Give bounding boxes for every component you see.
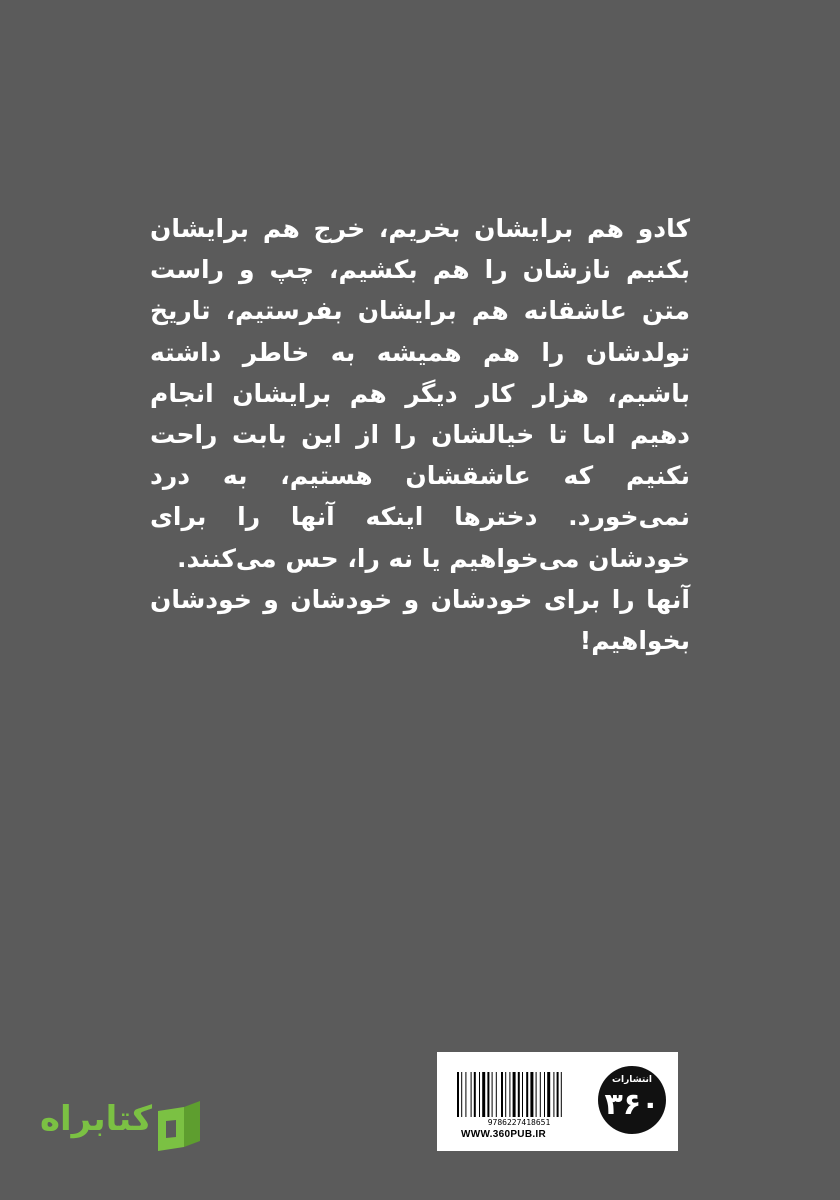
barcode-bar [518, 1072, 520, 1117]
barcode-icon [455, 1072, 583, 1117]
barcode-bar [557, 1072, 559, 1117]
barcode-bar [461, 1072, 462, 1117]
barcode-bar [457, 1072, 459, 1117]
barcode-bar [513, 1072, 516, 1117]
barcode-bar [522, 1072, 523, 1117]
barcode-bar [505, 1072, 506, 1117]
barcode-bar [536, 1072, 537, 1117]
barcode-bar [496, 1072, 497, 1117]
isbn-number: 9786227418651 [487, 1118, 551, 1127]
blurb-paragraph-2: آنها را برای خودشان و خودشان و خودشان بخواهیم! [150, 584, 690, 656]
publisher-website: WWW.360PUB.IR [461, 1129, 547, 1140]
barcode-bar [471, 1072, 472, 1117]
barcode-bar [547, 1072, 550, 1117]
publisher-logo [595, 1058, 669, 1142]
back-cover-blurb [150, 208, 690, 661]
barcode-bar [465, 1072, 466, 1117]
publisher-logo-label: انتشارات [612, 1075, 652, 1085]
ketabrah-logo-text: کتابراه [39, 1099, 152, 1139]
barcode-bar [487, 1072, 489, 1117]
barcode-box [437, 1052, 678, 1151]
barcode-bar [544, 1072, 545, 1117]
barcode-bar [479, 1072, 480, 1117]
barcode-bar [526, 1072, 528, 1117]
barcode-bar [509, 1072, 510, 1117]
barcode-bar [540, 1072, 541, 1117]
barcode-bar [561, 1072, 562, 1117]
blurb-paragraph-1: کادو هم برایشان بخریم، خرج هم برایشان بکنیم نازشان را هم بکشیم، چپ و راست متن عاشقانه هم برایشان بفرستیم، تاریخ تولدشان را هم همیشه به خاطر داشته باشیم، هزار کار دیگر هم برایشان انجام دهیم اما تا خیالشان را از این بابت راحت نکنیم که عاشقشان هستیم، به درد نمی‌خورد. دخترها اینکه آنها را برای خودشان می‌خواهیم یا نه را، حس می‌کنند. [150, 214, 690, 573]
barcode-bar [474, 1072, 476, 1117]
barcode-bar [501, 1072, 503, 1117]
barcode-bar [553, 1072, 554, 1117]
barcode-bar [530, 1072, 533, 1117]
barcode-bar [482, 1072, 485, 1117]
publisher-logo-number: ۳۶۰ [604, 1087, 660, 1122]
barcode-bar [492, 1072, 493, 1117]
